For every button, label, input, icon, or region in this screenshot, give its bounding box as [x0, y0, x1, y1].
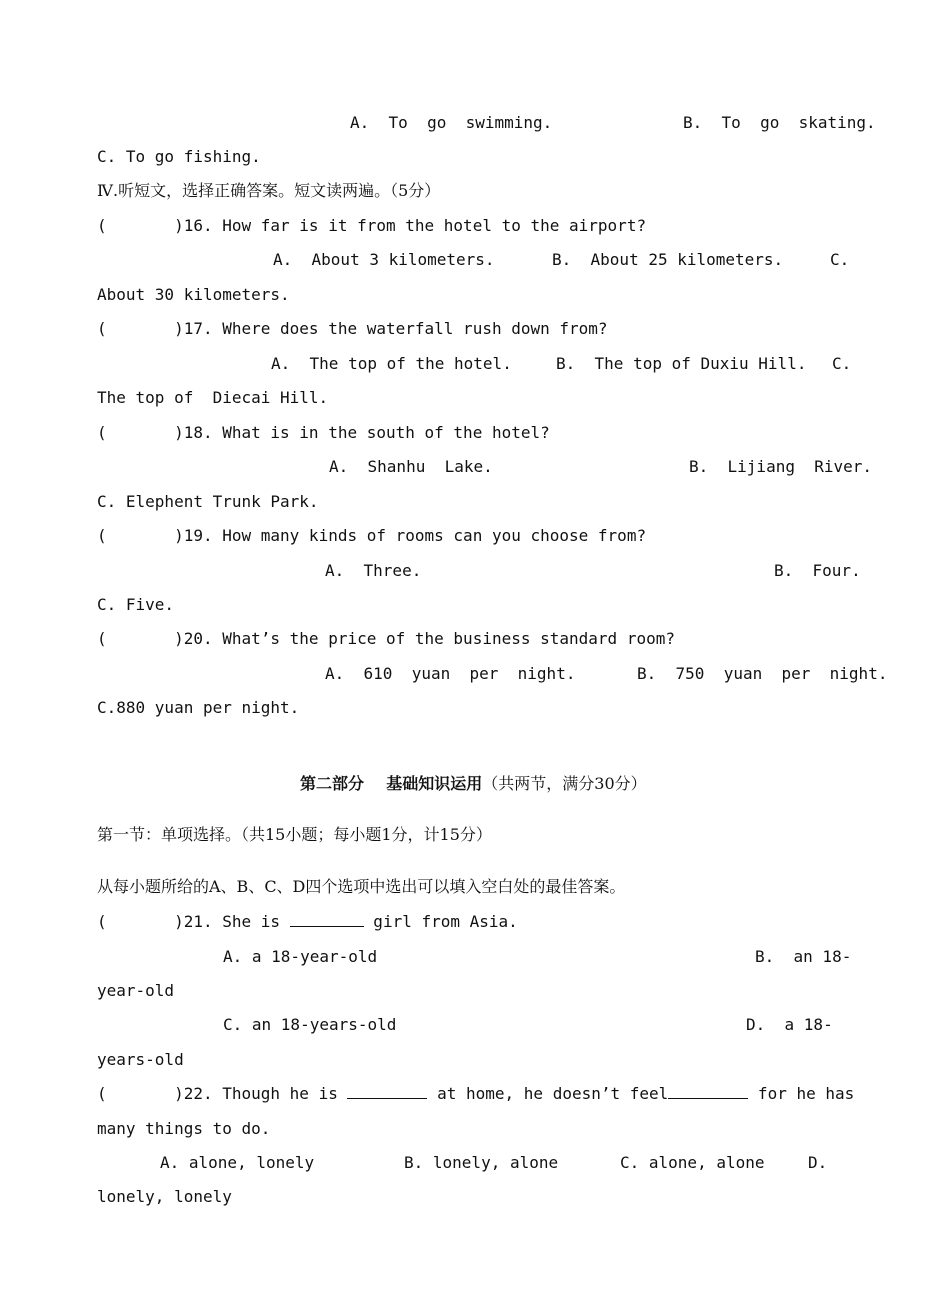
- q19-option-a: A. Three.: [325, 561, 422, 580]
- question-stem: 19. How many kinds of rooms can you choose from?: [183, 526, 647, 545]
- question-stem-end: girl from Asia.: [363, 912, 518, 931]
- q22-option-a: A. alone, lonely: [160, 1153, 315, 1172]
- q22-option-c: C. alone, alone: [620, 1153, 765, 1172]
- q21-option-b-cont: year-old: [97, 981, 175, 1000]
- q20-option-a: A. 610 yuan per night.: [325, 664, 576, 683]
- q17-option-c-label: C.: [832, 354, 852, 373]
- answer-paren: ( ): [97, 526, 184, 545]
- q22-option-d-label: D.: [808, 1153, 828, 1172]
- q21-option-a: A. a 18-year-old: [223, 947, 378, 966]
- q17-option-c-text: The top of Diecai Hill.: [97, 388, 329, 407]
- part2-heading: [300, 774, 647, 794]
- q20-option-c: C.880 yuan per night.: [97, 698, 300, 717]
- question-21: [97, 912, 518, 932]
- question-22-cont: many things to do.: [97, 1119, 271, 1138]
- q21-option-d-cont: years-old: [97, 1050, 184, 1069]
- instructions: 从每小题所给的A、B、C、D四个选项中选出可以填入空白处的最佳答案。: [97, 877, 626, 896]
- answer-paren: ( ): [97, 216, 184, 235]
- q19-option-c: C. Five.: [97, 595, 175, 614]
- fill-blank[interactable]: [290, 912, 364, 927]
- question-stem-mid: at home, he doesn’t feel: [427, 1084, 669, 1103]
- answer-paren: ( ): [97, 912, 184, 931]
- q18-option-b: B. Lijiang River.: [689, 457, 873, 476]
- question-stem-start: 21. She is: [183, 912, 290, 931]
- q17-option-a: A. The top of the hotel.: [271, 354, 512, 373]
- q21-option-d: D. a 18-: [746, 1015, 833, 1034]
- q16-option-b: B. About 25 kilometers.: [552, 250, 784, 269]
- question-20: [97, 629, 675, 649]
- question-stem-start: 22. Though he is: [183, 1084, 348, 1103]
- q21-option-b: B. an 18-: [755, 947, 852, 966]
- q16-option-c-text: About 30 kilometers.: [97, 285, 290, 304]
- q21-option-c: C. an 18-years-old: [223, 1015, 397, 1034]
- q17-option-b: B. The top of Duxiu Hill.: [556, 354, 807, 373]
- question-stem: 16. How far is it from the hotel to the airport?: [183, 216, 647, 235]
- fill-blank-1[interactable]: [347, 1084, 427, 1099]
- q22-option-d-text: lonely, lonely: [97, 1187, 232, 1206]
- q22-option-b: B. lonely, alone: [404, 1153, 559, 1172]
- answer-paren: ( ): [97, 319, 184, 338]
- question-22: [97, 1084, 854, 1104]
- question-17: [97, 319, 608, 339]
- q15-option-b: B. To go skating.: [683, 113, 876, 132]
- question-16: [97, 216, 646, 236]
- q20-option-b: B. 750 yuan per night.: [637, 664, 888, 683]
- q15-option-c: C. To go fishing.: [97, 147, 261, 166]
- answer-paren: ( ): [97, 1084, 184, 1103]
- q16-option-c-label: C.: [830, 250, 850, 269]
- q15-option-a: A. To go swimming.: [350, 113, 553, 132]
- q19-option-b: B. Four.: [774, 561, 861, 580]
- question-stem: 18. What is in the south of the hotel?: [183, 423, 550, 442]
- q18-option-a: A. Shanhu Lake.: [329, 457, 493, 476]
- question-stem-end: for he has: [748, 1084, 855, 1103]
- question-stem: 20. What’s the price of the business standard room?: [183, 629, 675, 648]
- section1-header: 第一节：单项选择。（共15小题；每小题1分，计15分）: [97, 825, 492, 844]
- part2-subtitle: （共两节，满分30分）: [482, 774, 647, 793]
- question-stem: 17. Where does the waterfall rush down from?: [183, 319, 608, 338]
- question-19: [97, 526, 646, 546]
- answer-paren: ( ): [97, 629, 184, 648]
- question-18: [97, 423, 550, 443]
- answer-paren: ( ): [97, 423, 184, 442]
- section4-header: Ⅳ.听短文，选择正确答案。短文读两遍。（5分）: [97, 181, 441, 200]
- q16-option-a: A. About 3 kilometers.: [273, 250, 495, 269]
- part2-title: 第二部分 基础知识运用: [300, 774, 483, 793]
- fill-blank-2[interactable]: [668, 1084, 748, 1099]
- q18-option-c: C. Elephent Trunk Park.: [97, 492, 319, 511]
